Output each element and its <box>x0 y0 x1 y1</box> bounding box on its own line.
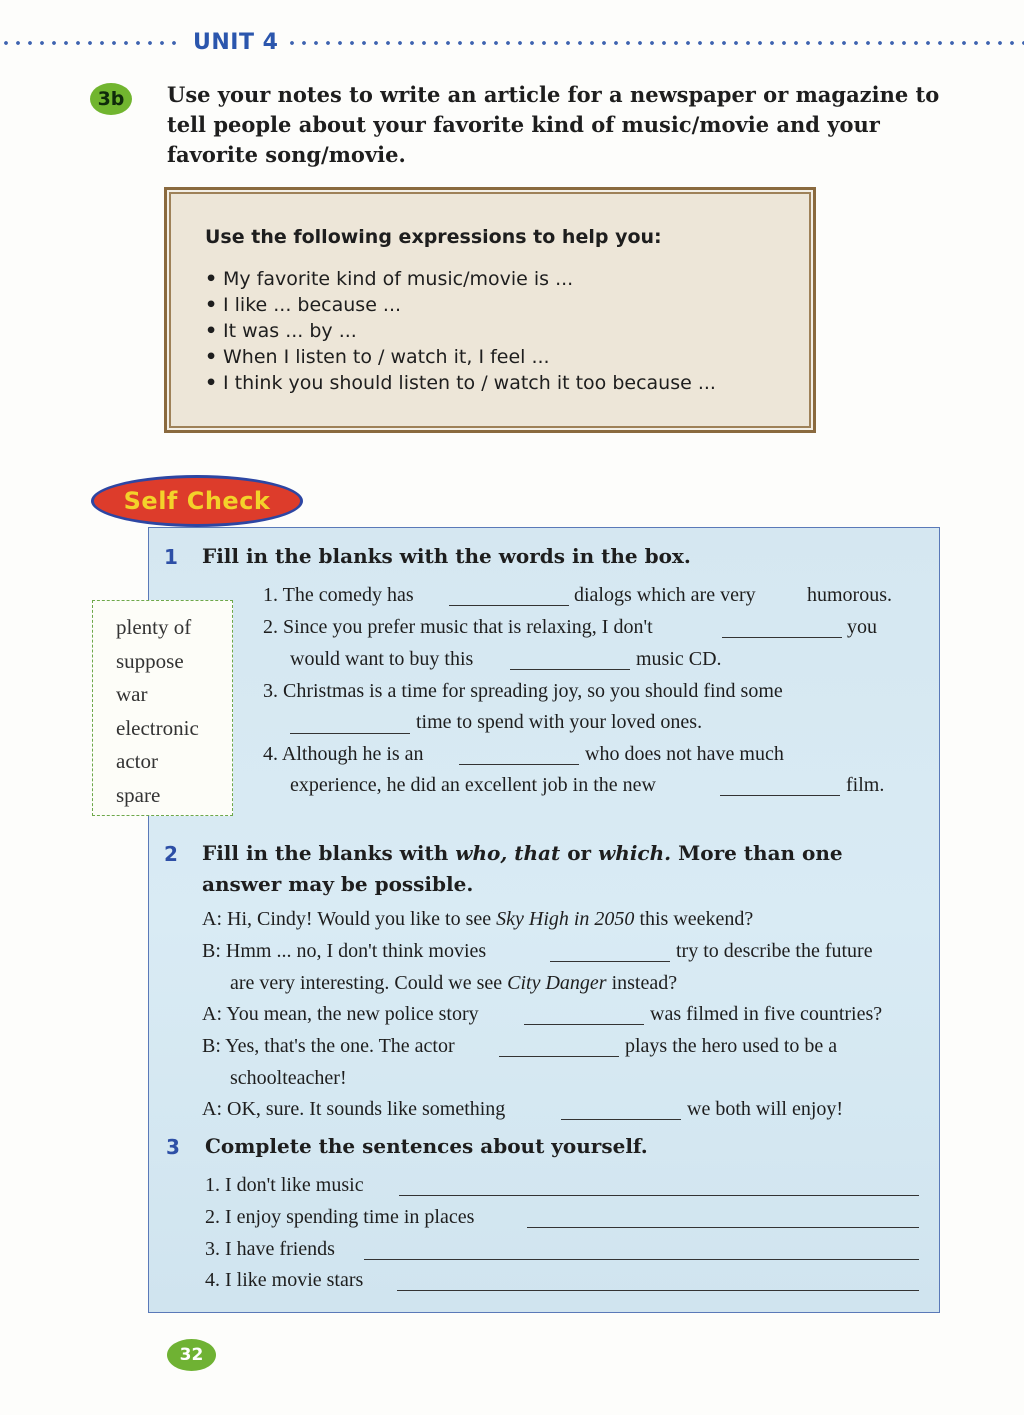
t2-d2-post: try to describe the future <box>676 940 873 962</box>
t3-item-3: 3. I have friends <box>205 1238 335 1260</box>
page-number: 32 <box>167 1339 216 1371</box>
task1-number: 1 <box>164 545 178 569</box>
t2-d1: A: Hi, Cindy! Would you like to see Sky High in 2050 this weekend? <box>202 908 754 930</box>
list-item: • When I listen to / watch it, I feel ... <box>205 344 716 370</box>
blank-field[interactable] <box>720 795 840 796</box>
list-item: • I think you should listen to / watch it too because ... <box>205 370 716 396</box>
t2-d4-post: plays the hero used to be a <box>625 1035 838 1057</box>
word-item: actor <box>116 749 158 773</box>
t3-item-4: 4. I like movie stars <box>205 1269 364 1291</box>
list-item: • My favorite kind of music/movie is ... <box>205 266 716 292</box>
task1-instruction: Fill in the blanks with the words in the box. <box>202 544 691 568</box>
task2-instruction-line2: answer may be possible. <box>202 872 474 896</box>
answer-line[interactable] <box>397 1290 919 1291</box>
self-check-badge: Self Check <box>91 475 303 527</box>
blank-field[interactable] <box>561 1119 681 1120</box>
word-item: suppose <box>116 648 184 673</box>
exercise-3b-instruction: Use your notes to write an article for a newspaper or magazine to tell people about your favorite kind of music/movie and your favorite song/movie. <box>167 82 940 167</box>
t1-s3-text: 3. Christmas is a time for spreading joy, so you should find some <box>263 680 783 702</box>
t1-s4b-text: experience, he did an excellent job in the new <box>290 774 656 796</box>
t2-d2b: are very interesting. Could we see City Danger instead? <box>230 972 678 994</box>
task2-number: 2 <box>164 842 178 866</box>
word-box <box>92 600 233 816</box>
exercise-3b-badge: 3b <box>90 83 132 115</box>
answer-line[interactable] <box>364 1259 919 1260</box>
t3-item-2: 2. I enjoy spending time in places <box>205 1206 475 1228</box>
task2-instruction: Fill in the blanks with who, that or which. More than one <box>202 841 843 865</box>
answer-line[interactable] <box>399 1195 919 1196</box>
t1-s1-text-2: dialogs which are very <box>574 584 756 606</box>
t2-d5-post: we both will enjoy! <box>687 1098 844 1120</box>
expressions-box <box>164 187 816 433</box>
blank-field[interactable] <box>722 637 842 638</box>
task3-number: 3 <box>166 1135 180 1159</box>
blank-field[interactable] <box>510 669 630 670</box>
word-list <box>93 601 232 812</box>
t1-s4-text: 4. Although he is an <box>263 743 424 765</box>
list-item: • I like ... because ... <box>205 292 716 318</box>
header-dots-right <box>286 39 1024 47</box>
t1-s2-text: 2. Since you prefer music that is relaxing, I don't <box>263 616 653 638</box>
expressions-list <box>205 266 716 396</box>
expressions-title: Use the following expressions to help you: <box>205 226 662 248</box>
t1-s3b-text: time to spend with your loved ones. <box>416 711 703 733</box>
blank-field[interactable] <box>550 961 670 962</box>
blank-field[interactable] <box>524 1024 644 1025</box>
t1-s4b-text-2: film. <box>846 774 885 796</box>
word-item: electronic <box>116 715 199 740</box>
word-item: spare <box>116 782 161 807</box>
t1-s1-text: 1. The comedy has <box>263 584 414 606</box>
blank-field[interactable] <box>459 764 579 765</box>
list-item: • It was ... by ... <box>205 318 716 344</box>
t1-s1-text-3: humorous. <box>807 584 892 606</box>
task3-instruction: Complete the sentences about yourself. <box>205 1134 648 1158</box>
t2-d5: A: OK, sure. It sounds like something <box>202 1098 506 1120</box>
t1-s2b-text: would want to buy this <box>290 648 474 670</box>
t2-d4: B: Yes, that's the one. The actor <box>202 1035 455 1057</box>
answer-line[interactable] <box>527 1227 919 1228</box>
t3-item-1: 1. I don't like music <box>205 1174 364 1196</box>
blank-field[interactable] <box>499 1056 619 1057</box>
header-dots-left <box>0 39 180 47</box>
blank-field[interactable] <box>449 605 569 606</box>
word-item: war <box>116 682 148 706</box>
t2-d3: A: You mean, the new police story <box>202 1003 479 1025</box>
word-item: plenty of <box>116 615 192 639</box>
t2-d2: B: Hmm ... no, I don't think movies <box>202 940 487 962</box>
unit-label: UNIT 4 <box>193 30 279 55</box>
t1-s2-text-2: you <box>847 616 877 638</box>
t1-s2b-text-2: music CD. <box>636 648 722 670</box>
t2-d3-post: was filmed in five countries? <box>650 1003 883 1025</box>
t1-s4-text-2: who does not have much <box>585 743 784 765</box>
t2-d4b: schoolteacher! <box>230 1067 347 1089</box>
blank-field[interactable] <box>290 733 410 734</box>
